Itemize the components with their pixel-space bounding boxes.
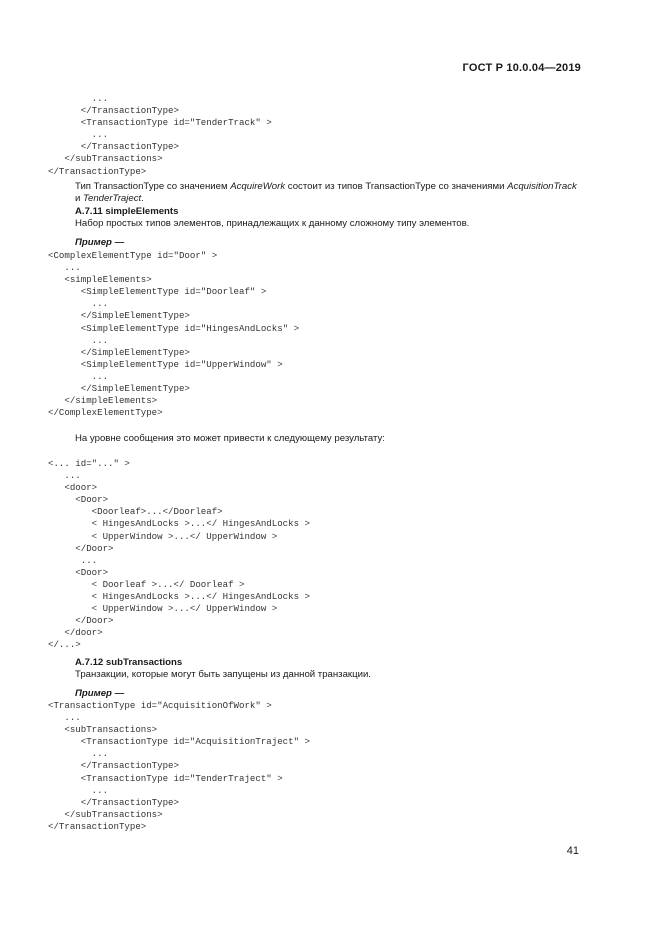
section-heading-a712: A.7.12 subTransactions [75, 657, 183, 668]
code-line: <Doorleaf>...</Doorleaf> [48, 506, 223, 518]
code-line: <TransactionType id="AcquisitionTraject" > [48, 736, 310, 748]
code-line: ... [48, 748, 109, 760]
code-line: ... [48, 129, 109, 141]
code-line: ... [48, 262, 81, 274]
code-line: </...> [48, 639, 81, 651]
code-line: ... [48, 554, 98, 566]
document-standard-number: ГОСТ Р 10.0.04—2019 [462, 62, 581, 74]
code-line: <door> [48, 482, 98, 494]
code-line: </simpleElements> [48, 395, 158, 407]
code-line: <simpleElements> [48, 274, 152, 286]
code-line: < UpperWindow >...</ UpperWindow > [48, 603, 278, 615]
code-line: <SimpleElementType id="Doorleaf" > [48, 286, 267, 298]
code-line: </TransactionType> [48, 760, 179, 772]
example-label: Пример — [75, 688, 125, 699]
code-line: </TransactionType> [48, 796, 179, 808]
code-line: ... [48, 298, 109, 310]
code-line: </door> [48, 627, 103, 639]
code-line: < HingesAndLocks >...</ HingesAndLocks > [48, 591, 310, 603]
section-description-a711: Набор простых типов элементов, принадлежащих к данному сложному типу элементов. [75, 218, 470, 229]
code-line: ... [48, 334, 109, 346]
code-line: </Door> [48, 615, 114, 627]
code-line: <ComplexElementType id="Door" > [48, 250, 218, 261]
example-label: Пример — [75, 237, 125, 248]
code-block-transaction-end [48, 93, 272, 178]
code-line: </TransactionType> [48, 105, 179, 117]
code-line: ... [48, 93, 109, 104]
message-level-text: На уровне сообщения это может привести к следующему результату: [75, 433, 385, 444]
code-line: <Door> [48, 494, 109, 506]
code-line: </ComplexElementType> [48, 407, 163, 419]
code-line: </subTransactions> [48, 153, 163, 165]
code-line: < UpperWindow >...</ UpperWindow > [48, 530, 278, 542]
code-line: </Door> [48, 542, 114, 554]
code-line: <SimpleElementType id="HingesAndLocks" > [48, 322, 300, 334]
code-line: < HingesAndLocks >...</ HingesAndLocks > [48, 518, 310, 530]
code-line: </SimpleElementType> [48, 310, 190, 322]
code-block-complex-element [48, 250, 299, 419]
section-heading-a711: A.7.11 simpleElements [75, 206, 179, 217]
code-line: </subTransactions> [48, 808, 163, 820]
code-line: <subTransactions> [48, 724, 158, 736]
code-line: ... [48, 470, 81, 482]
code-line: <... id="..." > [48, 458, 130, 469]
page-number: 41 [566, 845, 579, 857]
code-line: ... [48, 370, 109, 382]
code-line: </SimpleElementType> [48, 346, 190, 358]
code-line: <TransactionType id="AcquisitionOfWork" > [48, 700, 272, 711]
code-line: <TransactionType id="TenderTrack" > [48, 117, 272, 129]
code-line: </TransactionType> [48, 820, 147, 832]
code-line: <Door> [48, 566, 109, 578]
paragraph-acquirework: Тип TransactionType со значением AcquireWork состоит из типов TransactionType со значениями AcquisitionTrack и TenderTraject. [75, 181, 577, 205]
code-line: <TransactionType id="TenderTraject" > [48, 772, 283, 784]
code-block-subtransactions [48, 700, 310, 833]
code-line: ... [48, 712, 81, 724]
code-line: <SimpleElementType id="UpperWindow" > [48, 358, 283, 370]
code-line: ... [48, 784, 109, 796]
code-line: < Doorleaf >...</ Doorleaf > [48, 578, 245, 590]
code-block-message-result [48, 458, 310, 652]
code-line: </TransactionType> [48, 141, 179, 153]
code-line: </SimpleElementType> [48, 383, 190, 395]
code-line: </TransactionType> [48, 165, 147, 177]
section-description-a712: Транзакции, которые могут быть запущены из данной транзакции. [75, 669, 371, 680]
